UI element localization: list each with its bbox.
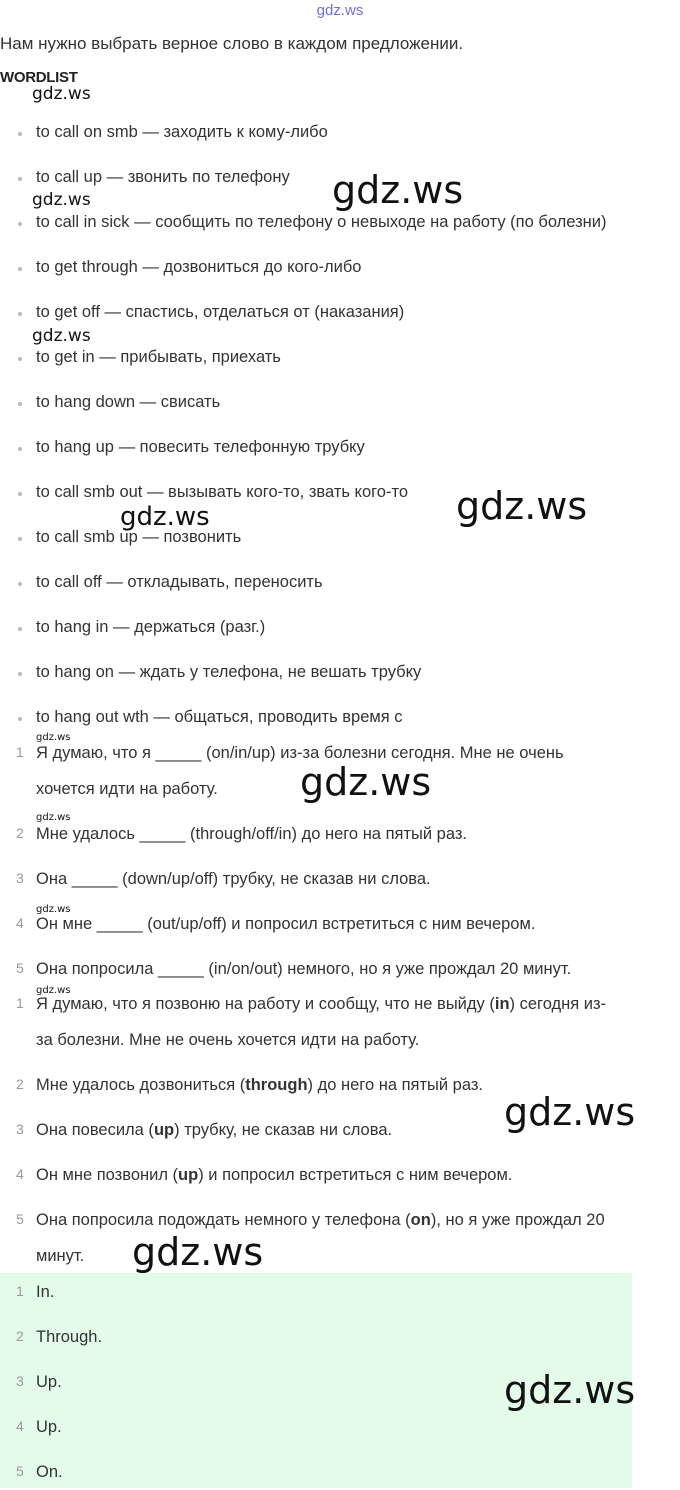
site-watermark: gdz.ws	[36, 812, 71, 823]
site-watermark: gdz.ws	[300, 760, 432, 804]
exercise-item-text: Я думаю, что я _____ (on/in/up) из-за болезни сегодня. Мне не очень	[36, 744, 564, 762]
site-watermark: gdz.ws	[36, 904, 71, 915]
wordlist-item-text: to get through — дозвониться до кого-либо	[36, 258, 362, 276]
translation-text: ), но я уже прождал 20	[430, 1211, 605, 1229]
item-number: 2	[16, 1328, 24, 1344]
translation-line	[36, 1067, 483, 1103]
item-number: 4	[16, 1166, 24, 1182]
wordlist-item-text: to get off — спастись, отделаться от (наказания)	[36, 303, 405, 321]
answer-word: in	[494, 995, 510, 1013]
answer-word: through	[245, 1076, 308, 1094]
bullet-icon	[18, 582, 22, 586]
answer-word: up	[153, 1121, 175, 1139]
bullet-icon	[18, 312, 22, 316]
answer-text: In.	[36, 1283, 55, 1301]
bullet-icon	[18, 537, 22, 541]
wordlist-item-text: to call on smb — заходить к кому-либо	[36, 123, 328, 141]
item-number: 1	[16, 995, 24, 1011]
translation-text: Он мне позвонил (	[36, 1166, 179, 1184]
site-watermark: gdz.ws	[32, 190, 91, 210]
exercise-item-text: Она попросила _____ (in/on/out) немного, но я уже прождал 20 минут.	[36, 960, 572, 978]
wordlist-item-text: to call up — звонить по телефону	[36, 168, 290, 186]
site-watermark: gdz.ws	[32, 84, 91, 104]
wordlist-item-text: to hang up — повесить телефонную трубку	[36, 438, 365, 456]
wordlist-item-text: to call smb out — вызывать кого-то, звать кого-то	[36, 483, 409, 501]
translation-text: Мне удалось дозвониться (	[36, 1076, 246, 1094]
item-number: 1	[16, 1283, 24, 1299]
exercise-item-text: Мне удалось _____ (through/off/in) до него на пятый раз.	[36, 825, 467, 843]
item-number: 1	[16, 744, 24, 760]
site-watermark: gdz.ws	[32, 326, 91, 346]
item-number: 3	[16, 1121, 24, 1137]
translation-text: Она попросила подождать немного у телефона (	[36, 1211, 411, 1229]
wordlist-item-text: to hang out wth — общаться, проводить время с	[36, 708, 403, 726]
translation-line	[36, 1157, 512, 1193]
site-watermark: gdz.ws	[36, 732, 71, 743]
answer-text: Up.	[36, 1373, 62, 1391]
translation-text: ) трубку, не сказав ни слова.	[174, 1121, 393, 1139]
translation-line	[36, 1022, 419, 1058]
site-watermark: gdz.ws	[36, 985, 71, 996]
wordlist-item-text: to get in — прибывать, приехать	[36, 348, 281, 366]
item-number: 3	[16, 870, 24, 886]
site-watermark: gdz.ws	[132, 1230, 264, 1274]
item-number: 5	[16, 1463, 24, 1479]
bullet-icon	[18, 492, 22, 496]
translation-text: Я думаю, что я позвоню на работу и сообщу, что не выйду (	[36, 995, 495, 1013]
wordlist-item-text: to hang in — держаться (разг.)	[36, 618, 266, 636]
answer-word: on	[410, 1211, 431, 1229]
item-number: 4	[16, 1418, 24, 1434]
translation-text: минут.	[36, 1247, 85, 1265]
translation-line	[36, 1202, 605, 1238]
translation-text: ) до него на пятый раз.	[307, 1076, 483, 1094]
translation-line	[36, 1112, 392, 1148]
exercise-item-text: Она _____ (down/up/off) трубку, не сказав ни слова.	[36, 870, 431, 888]
site-watermark: gdz.ws	[120, 502, 210, 532]
bullet-icon	[18, 402, 22, 406]
bullet-icon	[18, 672, 22, 676]
bullet-icon	[18, 267, 22, 271]
wordlist-item-text: to hang on — ждать у телефона, не вешать трубку	[36, 663, 422, 681]
wordlist-item-text: to call off — откладывать, переносить	[36, 573, 323, 591]
item-number: 2	[16, 825, 24, 841]
wordlist-item-text: to call in sick — сообщить по телефону о невыходе на работу (по болезни)	[36, 213, 607, 231]
answer-text: On.	[36, 1463, 63, 1481]
item-number: 2	[16, 1076, 24, 1092]
answer-text: Through.	[36, 1328, 103, 1346]
item-number: 4	[16, 915, 24, 931]
translation-line	[36, 986, 606, 1022]
answer-word: up	[178, 1166, 199, 1184]
bullet-icon	[18, 222, 22, 226]
exercise-item-text: хочется идти на работу.	[36, 780, 218, 798]
bullet-icon	[18, 177, 22, 181]
bullet-icon	[18, 627, 22, 631]
exercise-item-text: Он мне _____ (out/up/off) и попросил встретиться с ним вечером.	[36, 915, 536, 933]
item-number: 5	[16, 1211, 24, 1227]
translation-line	[36, 1238, 84, 1274]
site-watermark: gdz.ws	[504, 1368, 636, 1412]
task-intro: Нам нужно выбрать верное слово в каждом предложении.	[0, 34, 464, 53]
translation-text: Она повесила (	[36, 1121, 154, 1139]
site-watermark-top: gdz.ws	[316, 2, 364, 19]
wordlist-heading: WORDLIST	[0, 69, 78, 86]
item-number: 3	[16, 1373, 24, 1389]
translation-text: за болезни. Мне не очень хочется идти на работу.	[36, 1031, 420, 1049]
site-watermark: gdz.ws	[456, 484, 588, 528]
bullet-icon	[18, 132, 22, 136]
translation-text: ) сегодня из-	[509, 995, 607, 1013]
bullet-icon	[18, 447, 22, 451]
site-watermark: gdz.ws	[332, 168, 464, 212]
wordlist-item-text: to call smb up — позвонить	[36, 528, 242, 546]
site-watermark: gdz.ws	[504, 1090, 636, 1134]
bullet-icon	[18, 717, 22, 721]
wordlist-item-text: to hang down — свисать	[36, 393, 221, 411]
answer-text: Up.	[36, 1418, 62, 1436]
translation-text: ) и попросил встретиться с ним вечером.	[198, 1166, 513, 1184]
bullet-icon	[18, 357, 22, 361]
item-number: 5	[16, 960, 24, 976]
